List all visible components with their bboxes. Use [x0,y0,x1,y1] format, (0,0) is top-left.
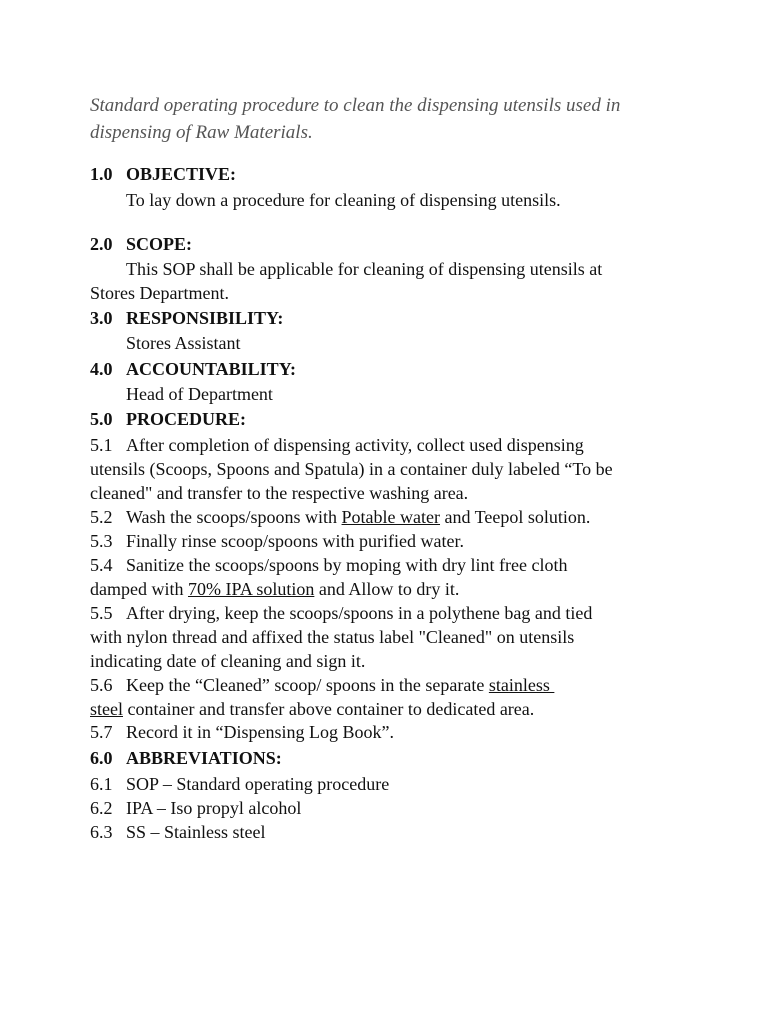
section-abbreviations-heading [90,746,282,770]
procedure-step-5-6-line-2 [90,697,534,721]
section-procedure-heading [90,407,246,431]
step-text-underlined: Potable water [341,507,441,527]
section-responsibility-body: Stores Assistant [126,333,241,353]
section-number: 3.0 [90,308,113,328]
item-text: IPA – Iso propyl alcohol [126,798,302,818]
step-text: Finally rinse scoop/spoons with purified water. [126,531,464,551]
step-text-underlined: 70% IPA solution [187,579,315,599]
step-text-pre: damped with [90,579,188,599]
step-text: After completion of dispensing activity, collect used dispensing [126,435,584,455]
procedure-step-5-2 [90,505,590,529]
section-scope-heading [90,232,192,256]
step-text-post: and Teepol solution. [440,507,591,527]
procedure-step-5-5-line-2: with nylon thread and affixed the status label "Cleaned" on utensils [90,627,575,647]
procedure-step-5-3 [90,529,464,553]
step-text: Record it in “Dispensing Log Book”. [126,722,394,742]
item-number: 6.2 [90,798,113,818]
title-line-2: dispensing of Raw Materials. [90,122,313,143]
item-number: 6.3 [90,822,113,842]
section-accountability-heading [90,357,296,381]
procedure-step-5-5-line-3: indicating date of cleaning and sign it. [90,651,366,671]
step-text-post: container and transfer above container to dedicated area. [123,699,535,719]
section-title: ABBREVIATIONS: [126,748,282,768]
step-text-pre: Keep the “Cleaned” scoop/ spoons in the separate [126,675,489,695]
section-responsibility-heading [90,306,283,330]
section-objective-body: To lay down a procedure for cleaning of dispensing utensils. [126,190,561,210]
procedure-step-5-5-line-1 [90,601,592,625]
procedure-step-5-4-line-1 [90,553,567,577]
procedure-step-5-7 [90,720,394,744]
item-number: 6.1 [90,774,113,794]
step-text: Sanitize the scoops/spoons by moping with dry lint free cloth [126,555,568,575]
section-number: 1.0 [90,164,113,184]
section-number: 5.0 [90,409,113,429]
section-title: RESPONSIBILITY: [126,308,284,328]
step-text-underlined: steel [90,699,123,719]
step-text-post: and Allow to dry it. [314,579,460,599]
section-objective-heading [90,162,236,186]
item-text: SOP – Standard operating procedure [126,774,390,794]
abbreviation-item-ss [90,820,266,844]
step-text-underlined: stainless [488,675,555,695]
item-text: SS – Stainless steel [126,822,266,842]
section-title: ACCOUNTABILITY: [126,359,297,379]
section-title: SCOPE: [126,234,193,254]
section-title: PROCEDURE: [126,409,246,429]
section-scope-body-line-2: Stores Department. [90,283,229,303]
title-line-1: Standard operating procedure to clean the dispensing utensils used in [90,95,621,116]
step-number: 5.2 [90,507,113,527]
step-number: 5.7 [90,722,113,742]
section-scope-body-line-1: This SOP shall be applicable for cleaning of dispensing utensils at [126,259,603,279]
step-text-pre: Wash the scoops/spoons with [126,507,342,527]
step-number: 5.5 [90,603,113,623]
procedure-step-5-6-line-1 [90,673,554,697]
section-number: 2.0 [90,234,113,254]
step-number: 5.3 [90,531,113,551]
document-title [90,92,690,146]
section-number: 6.0 [90,748,113,768]
procedure-step-5-1-line-1 [90,433,584,457]
procedure-step-5-4-line-2 [90,577,459,601]
step-number: 5.4 [90,555,113,575]
step-text: After drying, keep the scoops/spoons in a polythene bag and tied [126,603,593,623]
procedure-step-5-1-line-2: utensils (Scoops, Spoons and Spatula) in a container duly labeled “To be [90,459,613,479]
procedure-step-5-1-line-3: cleaned" and transfer to the respective washing area. [90,483,469,503]
section-title: OBJECTIVE: [126,164,237,184]
step-number: 5.6 [90,675,113,695]
abbreviation-item-sop [90,772,389,796]
section-accountability-body: Head of Department [126,384,273,404]
abbreviation-item-ipa [90,796,301,820]
section-number: 4.0 [90,359,113,379]
step-number: 5.1 [90,435,113,455]
